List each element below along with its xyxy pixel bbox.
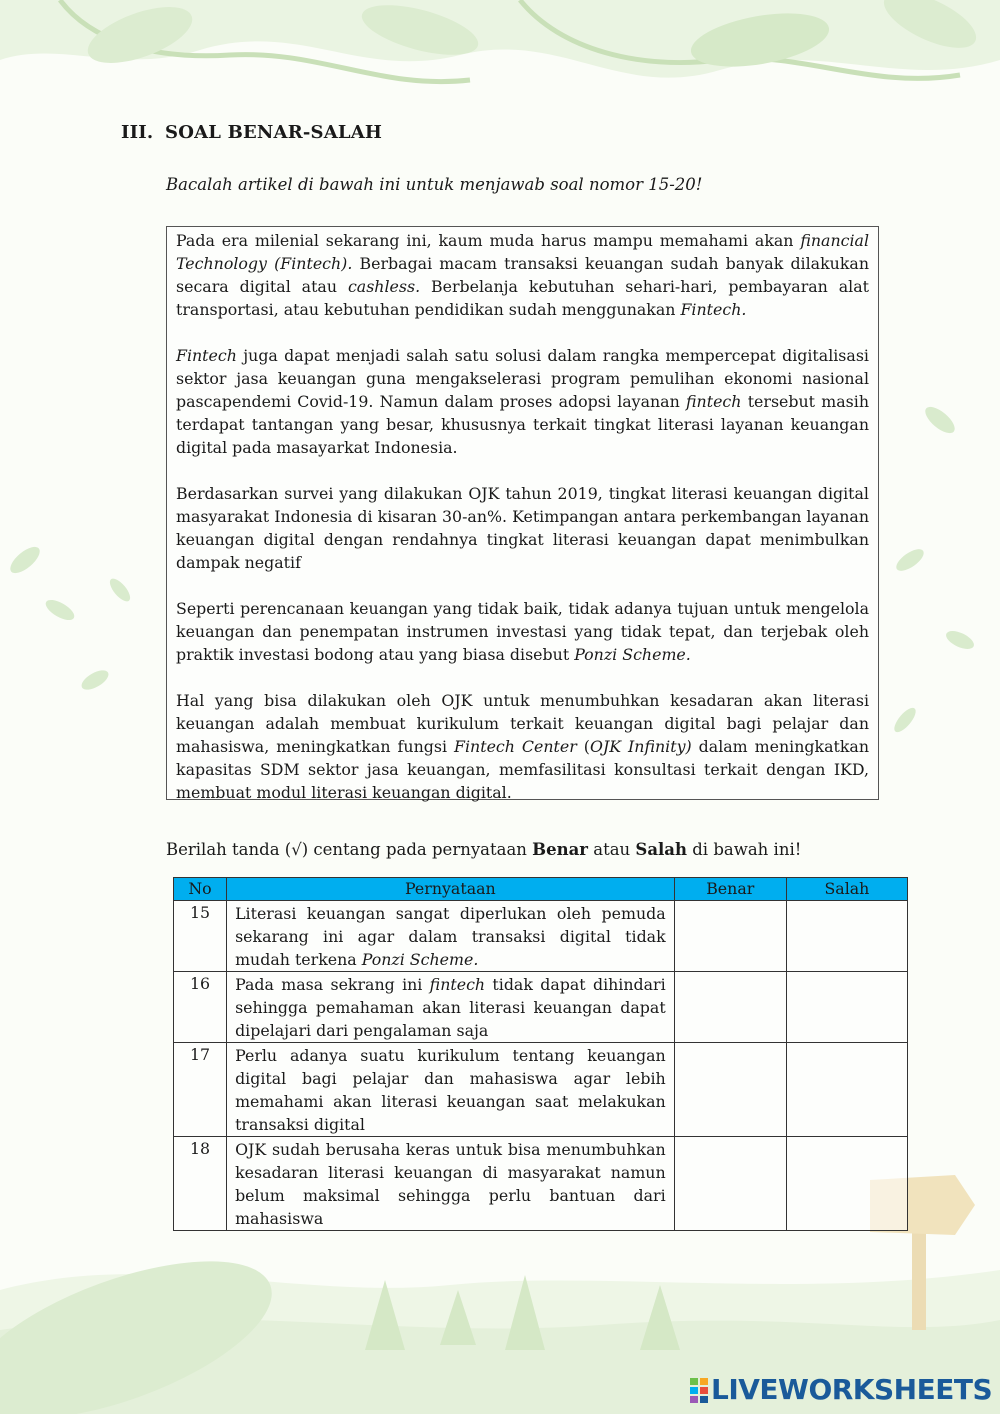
liveworksheets-logo — [689, 1373, 992, 1406]
section-number: III. — [121, 122, 154, 143]
false-checkbox-cell[interactable] — [786, 1137, 907, 1231]
row-number: 16 — [174, 972, 227, 1043]
article-paragraph-5: Hal yang bisa dilakukan oleh OJK untuk menumbuhkan kesadaran akan literasi keuangan adalah membuat kurikulum terkait keuangan digital bagi pelajar dan mahasiswa, meningkatkan fungsi Fintech Center (OJK Infinity) dalam meningkatkan kapasitas SDM sektor jasa keuangan, memfasilitasi konsultasi terkait dengan IKD, membuat modul literasi keuangan digital. — [176, 691, 869, 802]
table-row — [174, 1043, 908, 1137]
true-false-table — [173, 877, 908, 1231]
logo-text: LIVEWORKSHEETS — [711, 1373, 993, 1406]
false-checkbox-cell[interactable] — [786, 972, 907, 1043]
article-paragraph-2: Fintech juga dapat menjadi salah satu solusi dalam rangka mempercepat digitalisasi sektor jasa keuangan guna mengakselerasi program pemulihan ekonomi nasional pascapendemi Covid-19. Namun dalam proses adopsi layanan fintech tersebut masih terdapat tantangan yang besar, khususnya terkait tingkat literasi layanan keuangan digital pada masayarkat Indonesia. — [176, 346, 869, 457]
row-number: 17 — [174, 1043, 227, 1137]
row-number: 15 — [174, 901, 227, 972]
article-paragraph-1: Pada era milenial sekarang ini, kaum muda harus mampu memahami akan financial Technology (Fintech). Berbagai macam transaksi keuangan sudah banyak dilakukan secara digital atau cashless. Berbelanja kebutuhan sehari-hari, pembayaran alat transportasi, atau kebutuhan pendidikan sudah menggunakan Fintech. — [176, 231, 869, 319]
article-box — [166, 226, 879, 800]
false-checkbox-cell[interactable] — [786, 1043, 907, 1137]
table-row — [174, 972, 908, 1043]
false-checkbox-cell[interactable] — [786, 901, 907, 972]
table-row — [174, 1137, 908, 1231]
section-title: SOAL BENAR-SALAH — [165, 122, 383, 143]
row-statement: Perlu adanya suatu kurikulum tentang keuangan digital bagi pelajar dan mahasiswa agar lebih memahami akan literasi keuangan saat melakukan transaksi digital — [227, 1043, 675, 1137]
table-row — [174, 901, 908, 972]
row-statement: Pada masa sekrang ini fintech tidak dapat dihindari sehingga pemahaman akan literasi keuangan dapat dipelajari dari pengalaman saja — [227, 972, 675, 1043]
true-checkbox-cell[interactable] — [674, 972, 786, 1043]
logo-blocks-icon — [689, 1376, 709, 1404]
task-instruction: Berilah tanda (√) centang pada pernyataan Benar atau Salah di bawah ini! — [166, 840, 802, 859]
header-true: Benar — [674, 878, 786, 901]
row-statement: OJK sudah berusaha keras untuk bisa menumbuhkan kesadaran literasi keuangan di masyarakat namun belum maksimal sehingga perlu bantuan dari mahasiswa — [227, 1137, 675, 1231]
header-false: Salah — [786, 878, 907, 901]
article-paragraph-4: Seperti perencanaan keuangan yang tidak baik, tidak adanya tujuan untuk mengelola keuangan dan penempatan instrumen investasi yang tidak tepat, dan terjebak oleh praktik investasi bodong atau yang biasa disebut Ponzi Scheme. — [176, 599, 869, 664]
true-checkbox-cell[interactable] — [674, 901, 786, 972]
true-checkbox-cell[interactable] — [674, 1137, 786, 1231]
reading-instruction: Bacalah artikel di bawah ini untuk menjawab soal nomor 15-20! — [166, 175, 703, 194]
true-checkbox-cell[interactable] — [674, 1043, 786, 1137]
row-number: 18 — [174, 1137, 227, 1231]
header-no: No — [174, 878, 227, 901]
table-header-row — [174, 878, 908, 901]
row-statement: Literasi keuangan sangat diperlukan oleh pemuda sekarang ini agar dalam transaksi digital tidak mudah terkena Ponzi Scheme. — [227, 901, 675, 972]
header-statement: Pernyataan — [227, 878, 675, 901]
section-heading — [121, 122, 382, 143]
article-paragraph-3: Berdasarkan survei yang dilakukan OJK tahun 2019, tingkat literasi keuangan digital masyarakat Indonesia di kisaran 30-an%. Ketimpangan antara perkembangan layanan keuangan digital dengan rendahnya tingkat literasi keuangan dapat menimbulkan dampak negatif — [176, 484, 869, 572]
